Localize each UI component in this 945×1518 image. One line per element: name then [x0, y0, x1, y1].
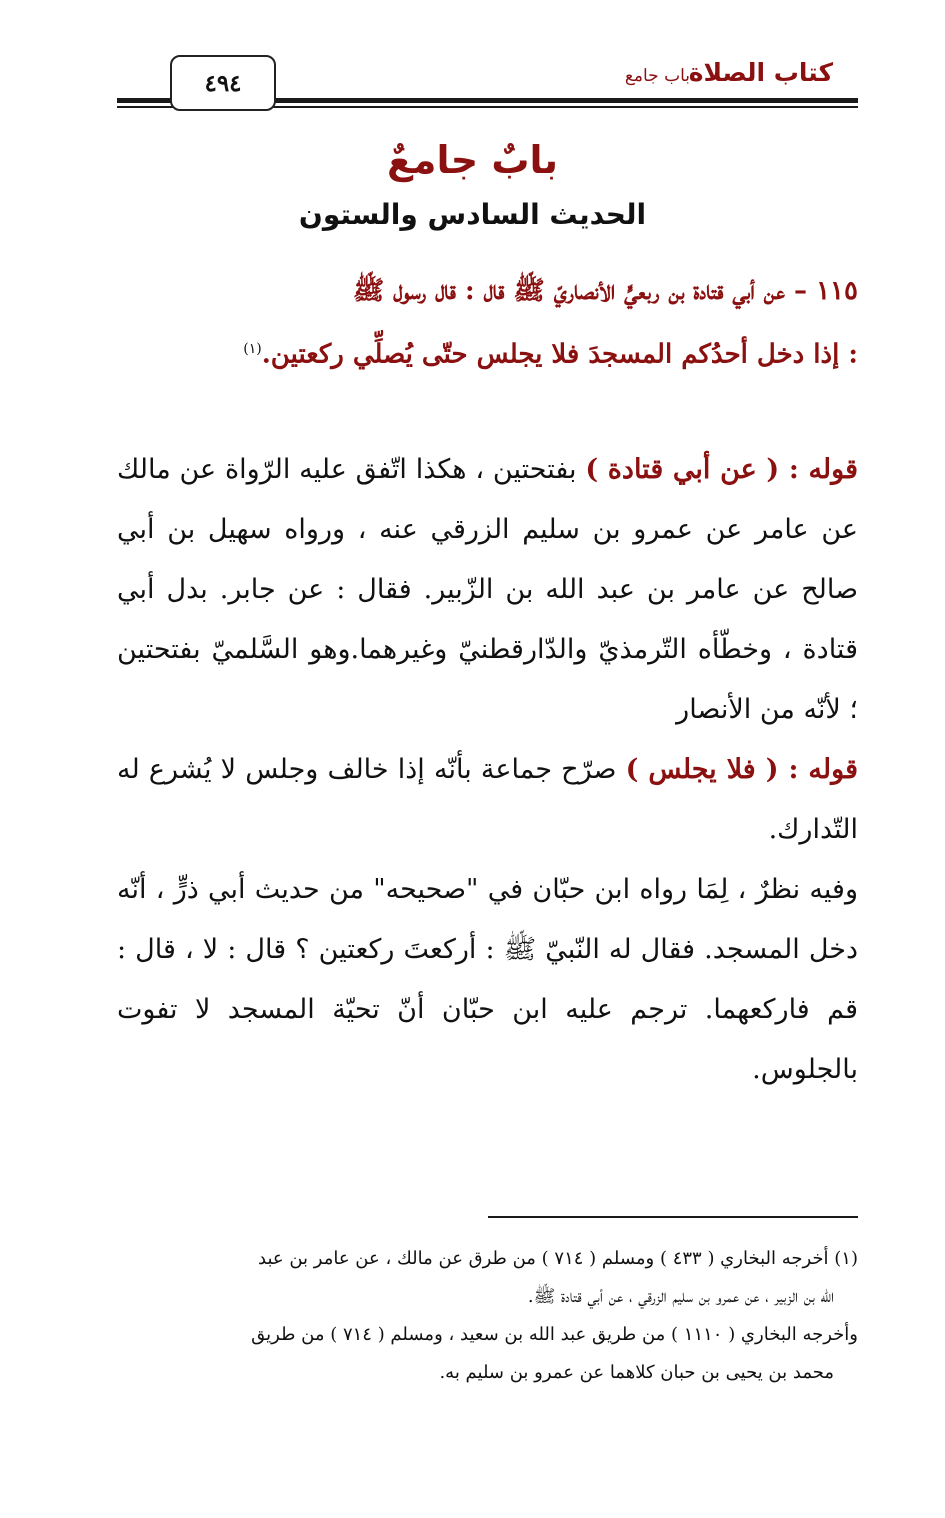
- hadith-line-2-text: : إذا دخل أحدُكم المسجدَ فلا يجلس حتّى يُصلِّي ركعتين.: [261, 339, 858, 370]
- paragraph-1-lead: قوله : ( عن أبي قتادة ): [585, 454, 859, 485]
- paragraph-2-text: صرّح جماعة بأنّه إذا خالف وجلس لا يُشرع له التّدارك.: [117, 754, 858, 845]
- page-header: [0, 0, 945, 115]
- running-book-title: كتاب الصلاة: [688, 58, 833, 87]
- footnote-reference: (١): [243, 341, 262, 357]
- hadith-line-1: ١١٥ – عن أبي قتادة بن ربعيٍّ الأنصاريّ ﷺ قال : قال رسول ﷺ: [352, 276, 858, 306]
- footnote-separator: [488, 1216, 858, 1218]
- commentary-paragraph-1: [117, 440, 858, 740]
- paragraph-2-lead: قوله : ( فلا يجلس ): [625, 754, 858, 785]
- paragraph-3-text: وفيه نظرٌ ، لِمَا رواه ابن حبّان في "صحيحه" من حديث أبي ذرٍّ ، أنّه دخل المسجد. فقال له النّبيّ ﷺ : أركعتَ ركعتين ؟ قال : لا ، قال : قم فاركعهما. ترجم عليه ابن حبّان أنّ تحيّة المسجد لا تفوت بالجلوس.: [117, 874, 858, 1085]
- commentary-paragraph-3: [117, 860, 858, 1100]
- page-number: ٤٩٤: [204, 69, 242, 97]
- commentary-paragraph-2: [117, 740, 858, 860]
- footnote-line-2: الله بن الزبير ، عن عمرو بن سليم الزرقي ، عن أبي قتادة ﷺ.: [527, 1286, 834, 1307]
- hadith-line-2: [117, 320, 858, 384]
- hadith-heading: الحديث السادس والستون: [298, 198, 647, 231]
- footnote-line-3: وأخرجه البخاري ( ١١١٠ ) من طريق عبد الله بن سعيد ، ومسلم ( ٧١٤ ) من طريق: [251, 1324, 858, 1345]
- footnotes: [117, 1240, 858, 1392]
- section-heading: بابٌ جامعٌ: [386, 138, 559, 182]
- running-chapter-title: باب جامع: [624, 66, 690, 86]
- footnote-line-1: (١) أخرجه البخاري ( ٤٣٣ ) ومسلم ( ٧١٤ ) من طرق عن مالك ، عن عامر بن عبد: [258, 1248, 858, 1269]
- paragraph-1-text: بفتحتين ، هكذا اتّفق عليه الرّواة عن مالك عن عامر عن عمرو بن سليم الزرقي عنه ، ورواه سهيل بن أبي صالح عن عامر بن عبد الله بن الزّبير. فقال : عن جابر. بدل أبي قتادة ، وخطّأه التّرمذيّ والدّارقطنيّ وغيرهما.وهو السَّلميّ بفتحتين ؛ لأنّه من الأنصار: [117, 454, 858, 725]
- page-number-box: [170, 55, 276, 111]
- footnote-line-4: محمد بن يحيى بن حبان كلاهما عن عمرو بن سليم به.: [439, 1362, 834, 1383]
- hadith-text: [117, 262, 858, 384]
